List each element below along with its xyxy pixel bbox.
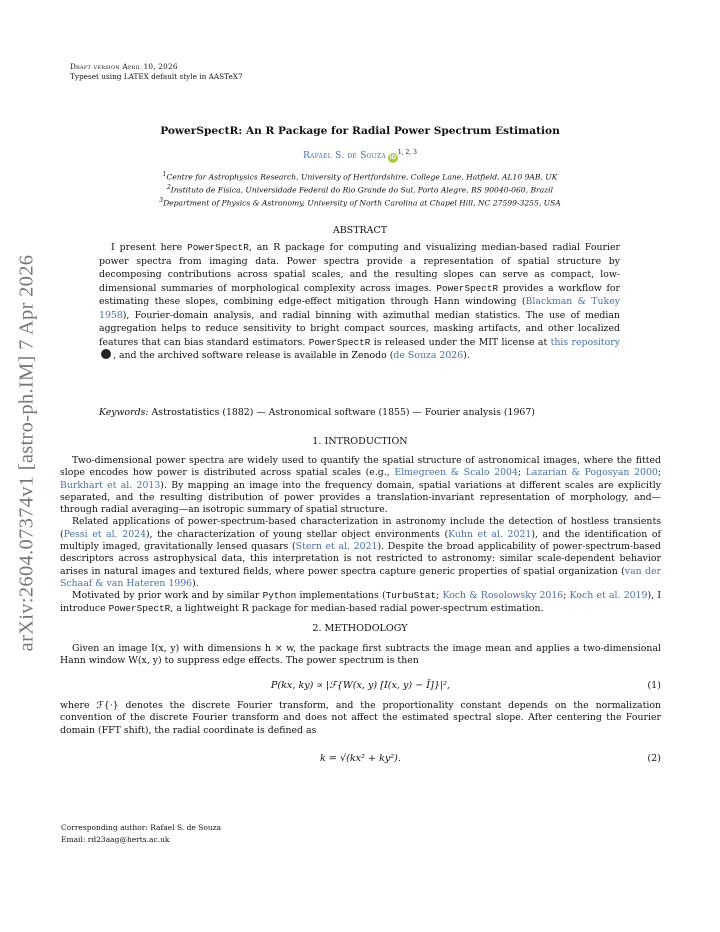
keywords: Keywords: Astrostatistics (1882) — Astronomical software (1855) — Fourier analysis (1967)	[99, 407, 535, 418]
draft-header	[70, 62, 243, 82]
citation-link[interactable]: Kuhn et al. 2021	[448, 528, 532, 540]
corresponding-author: Corresponding author: Rafael S. de Souza	[61, 823, 222, 832]
section-heading-methodology: 2. METHODOLOGY	[312, 623, 408, 634]
author-name[interactable]: Rafael S. de Souza	[303, 150, 386, 162]
arxiv-id: arXiv:2604.07374v1 [astro-ph.IM] 7 Apr 2026	[15, 254, 38, 652]
abstract-heading: ABSTRACT	[332, 225, 388, 236]
citation-link[interactable]: Elmegreen & Scalo 2004	[394, 467, 518, 479]
package-name: PowerSpectR	[108, 602, 171, 614]
equation-2: k = √(kx² + ky²). (2)	[320, 753, 661, 764]
orcid-icon[interactable]: iD	[389, 155, 396, 162]
author-email: Email: rd23aag@herts.ac.uk	[61, 835, 170, 844]
package-name: PowerSpectR	[308, 336, 371, 348]
citation-link[interactable]: Koch & Rosolowsky 2016	[442, 590, 564, 602]
equation-1: P(kx, ky) ∝ |ℱ{W(x, y) [I(x, y) − Ī]}|², (1)	[270, 680, 661, 691]
draft-version: Draft version April 10, 2026	[70, 62, 178, 71]
author-affil-marks: 1, 2, 3	[397, 149, 417, 156]
citation-link[interactable]: de Souza 2026	[393, 350, 464, 362]
methodology-paragraph-2: where ℱ{·} denotes the discrete Fourier transform, and the proportionality constant depends on the normalization convention of the discrete Fourier transform and does not affect the estimated spectral slope. After centering the Fourier domain (FFT shift), the radial coordinate is defined as	[60, 700, 661, 736]
arxiv-sidebar	[6, 238, 48, 668]
citation-link[interactable]: Pessi et al. 2024	[63, 528, 147, 540]
section-heading-introduction: 1. INTRODUCTION	[312, 436, 408, 447]
typeset-line: Typeset using LATEX default style in AASTeX7	[70, 72, 243, 81]
methodology-paragraph-1: Given an image I(x, y) with dimensions h × w, the package first subtracts the image mean and applies a two-dimensional Hann window W(x, y) to suppress edge effects. The power spectrum is then	[60, 643, 661, 667]
citation-link[interactable]: Stern et al. 2021	[295, 541, 378, 553]
citation-link[interactable]: Burkhart et al. 2013	[60, 479, 161, 491]
repository-link[interactable]: this repository	[550, 336, 620, 348]
citation-link[interactable]: Lazarian & Pogosyan 2000	[525, 467, 658, 479]
citation-link[interactable]: Koch et al. 2019	[569, 590, 648, 602]
abstract-body: I present here PowerSpectR, an R package for computing and visualizing median-based radial Fourier power spectra from imaging data. Power spectra provide a representation of spatial structure by decomposing contributions across spatial scales, and the resulting slopes can serve as compact, low-dimensional summaries of morphological complexity across images. PowerSpectR provides a workflow for estimating these slopes, combining edge-effect mitigation through Hann windowing (Blackman & Tukey 1958), Fourier-domain analysis, and radial binning with azimuthal median statistics. The use of median aggregation helps to reduce sensitivity to bright compact sources, masking artifacts, and other localized features that can bias standard estimators. PowerSpectR is released under the MIT license at this repository , and the archived software release is available in Zenodo (de Souza 2026).	[99, 242, 621, 362]
affiliation-3: $^3$Department of Physics & Astronomy, University of North Carolina at Chapel Hill, NC 27599-3255, USA	[159, 197, 561, 208]
affiliation-2: $^2$Instituto de Física, Universidade Federal do Rio Grande do Sul, Porto Alegre, RS 90040-060, Brazil	[166, 184, 554, 195]
author-line	[60, 149, 660, 163]
affiliation-1: $^1$Centre for Astrophysics Research, University of Hertfordshire, College Lane, Hatfield, AL10 9AB, UK	[162, 171, 558, 182]
github-icon[interactable]	[101, 349, 111, 359]
package-name: PowerSpectR	[187, 242, 249, 253]
footnote	[61, 822, 221, 846]
citation-link[interactable]: van der Schaaf & van Hateren 1996	[60, 565, 661, 589]
paper-title: PowerSpectR: An R Package for Radial Power Spectrum Estimation	[160, 125, 560, 137]
package-name: PowerSpectR	[436, 282, 499, 294]
citation-link[interactable]: Blackman & Tukey 1958	[99, 296, 621, 321]
introduction-body: Two-dimensional power spectra are widely used to quantify the spatial structure of astronomical images, where the fitted slope encodes how power is distributed across spatial scales (e.g., Elmegreen & Scalo 2004; Lazarian & Pogosyan 2000; Burkhart et al. 2013). By mapping an image into the frequency domain, spatial variations at different scales are explicitly separated, and the resulting distribution of power provides a translation-invariant representation of morphology, and—through radial averaging—an isotropic summary of spatial structure. Related applications of power-spectrum-based characterization in astronomy include the detection of hostless transients (Pessi et al. 2024), the characterization of young stellar object environments (Kuhn et al. 2021), and the identification of multiply imaged, gravitationally lensed quasars (Stern et al. 2021). Despite the broad applicability of power-spectrum-based descriptors across astrophysical data, this interpretation is not restricted to astronomy: similar scale-dependent behavior arises in natural images and textured fields, where power spectra capture generic properties of spatial organization (van der Schaaf & van Hateren 1996). Motivated by prior work and by similar Python implementations (TurbuStat; Koch & Rosolowsky 2016; Koch et al. 2019), I introduce PowerSpectR, a lightweight R package for median-based radial power-spectrum estimation.	[60, 455, 662, 614]
